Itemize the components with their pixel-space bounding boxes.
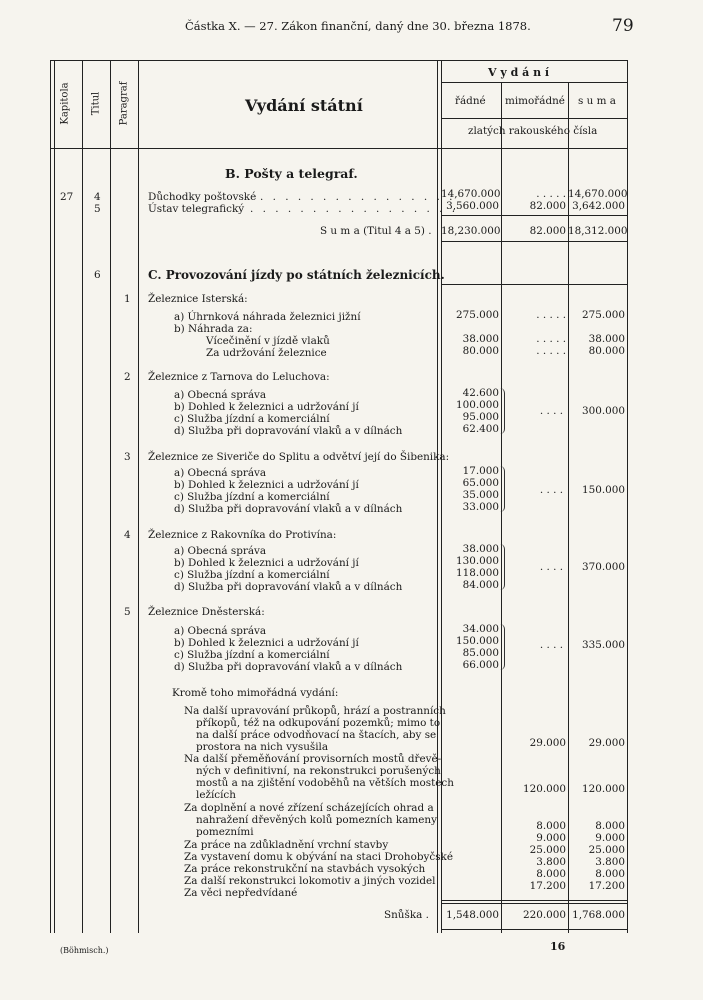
section-c-heading: C. Provozování jízdy po státních železnicích. — [148, 268, 445, 282]
footer-left: (Böhmisch.) — [60, 946, 109, 955]
item-title: Železnice z Rakovníka do Protivína: — [148, 529, 337, 541]
page-number: 79 — [612, 16, 634, 36]
extra-heading: Kromě toho mimořádná vydání: — [172, 687, 339, 699]
item-title: Železnice ze Siveriče do Splitu a odvětví její do Šibenika: — [148, 451, 450, 463]
running-head: Částka X. — 27. Zákon finanční, daný dne 30. března 1878. — [185, 19, 531, 33]
item-title: Železnice z Tarnova do Leluchova: — [148, 371, 330, 383]
item-title: Železnice Isterská: — [148, 293, 248, 305]
col-suma: s u m a — [578, 95, 616, 107]
footer-page: 16 — [550, 940, 566, 953]
currency-label: zlatých rakouského čísla — [468, 125, 598, 137]
col-mimoradne: mimořádné — [505, 95, 565, 107]
col-radne: řádné — [455, 95, 486, 107]
group-heading: V y d á n í — [488, 66, 550, 79]
table-title: Vydání státní — [245, 96, 363, 115]
col-paragraf: Paragraf — [118, 81, 130, 126]
kapitola-number: 27 — [60, 191, 74, 203]
section-b-heading: B. Pošty a telegraf. — [225, 166, 358, 181]
col-titul: Titul — [90, 91, 102, 116]
titul-number: 6 — [94, 269, 101, 281]
item-title: Železnice Dněsterská: — [148, 606, 265, 618]
col-kapitola: Kapitola — [59, 82, 71, 125]
